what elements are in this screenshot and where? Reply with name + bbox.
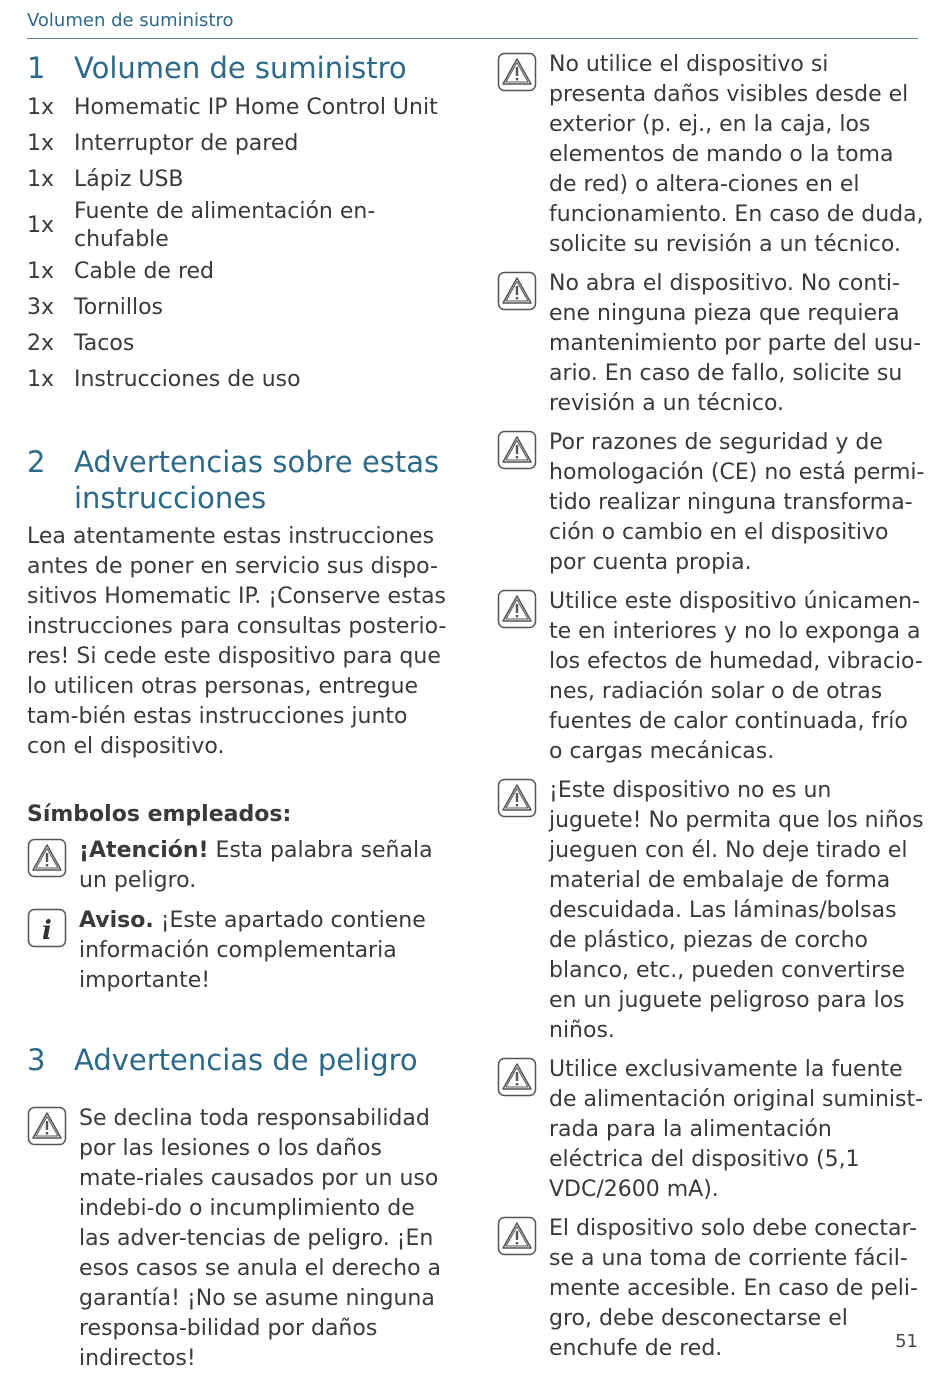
supply-item-label: Cable de red [74, 259, 215, 284]
warning-text: El dispositivo solo debe conectar-se a una toma de corriente fácil-mente accesible. En caso de peli-gro, debe desconectarse el enchufe de red. [549, 1216, 918, 1361]
supply-item-label: Fuente de alimentación en- chufable [74, 199, 376, 252]
supply-item-label: Tornillos [74, 295, 164, 320]
supply-item [27, 198, 452, 254]
section-3-title: Advertencias de peligro [74, 1043, 418, 1077]
warning-text: No abra el dispositivo. No conti-ene ninguna pieza que requiera mantenimiento por parte del usu-ario. En caso de fallo, solicite su revisión a un técnico. [549, 271, 922, 416]
supply-item-qty: 1x [27, 95, 55, 120]
supply-item [27, 254, 452, 290]
header-rule [27, 38, 918, 39]
section-2-body: Lea atentamente estas instrucciones antes de poner en servicio sus dispo-sitivos Homematic IP. ¡Conserve estas instrucciones para consultas posterio-res! Si cede este dispositivo para que lo utilicen otras personas, entregue tam-bién estas instrucciones junto con el dispositivo. [27, 524, 447, 759]
section-3-number: 3 [27, 1043, 46, 1077]
supply-item-qty: 2x [27, 331, 55, 356]
warning-item [497, 1214, 927, 1364]
section-2-title: Advertencias sobre estas instrucciones [74, 445, 440, 515]
symbol-item [27, 836, 452, 896]
svg-text:i: i [42, 916, 52, 946]
running-header: Volumen de suministro [27, 10, 234, 31]
page-number: 51 [895, 1331, 918, 1352]
warning-item [497, 1055, 927, 1205]
warning-triangle-icon [27, 1106, 67, 1146]
warning-text: No utilice el dispositivo si presenta daños visibles desde el exterior (p. ej., en la caja, los elementos de mando o la toma de red) o altera-ciones en el funcionamiento. En caso de duda, solicite su revisión a un técnico. [549, 52, 924, 257]
symbol-list [27, 836, 452, 996]
section-1-number: 1 [27, 51, 46, 85]
warning-text: Se declina toda responsabilidad por las lesiones o los daños mate-riales causados por un uso indebi-do o incumplimiento de las adver-tencias de peligro. ¡En esos casos se anula el derecho a garantía! ¡No se asume ninguna responsa-bilidad por daños indirectos! [79, 1106, 442, 1371]
supply-item [27, 126, 452, 162]
symbol-text: Aviso. ¡Este apartado contiene información complementaria importante! [79, 908, 426, 993]
warning-triangle-icon [497, 430, 537, 470]
warning-item [27, 1104, 452, 1374]
section-1-title: Volumen de suministro [74, 51, 407, 85]
symbol-text: ¡Atención! Esta palabra señala un peligro. [79, 838, 433, 893]
symbol-keyword: Aviso. [79, 908, 154, 933]
supply-item-label: Homematic IP Home Control Unit [74, 95, 438, 120]
section-2-number: 2 [27, 445, 46, 479]
warning-text: Utilice exclusivamente la fuente de alimentación original suminist-rada para la alimentación eléctrica del dispositivo (5,1 VDC/2600 mA). [549, 1057, 924, 1202]
warning-item [497, 50, 927, 260]
warning-triangle-icon [497, 271, 537, 311]
warning-item [497, 428, 927, 578]
warning-item [497, 269, 927, 419]
info-icon [27, 908, 67, 948]
warnings-left [27, 1104, 452, 1374]
warning-triangle-icon [497, 778, 537, 818]
section-3-heading [27, 1042, 452, 1078]
warning-triangle-icon [27, 838, 67, 878]
warning-item [497, 776, 927, 1046]
warning-text: Utilice este dispositivo únicamen-te en interiores y no lo exponga a los efectos de humedad, vibracio-nes, radiación solar o de otras fuentes de calor continuada, frío o cargas mecánicas. [549, 589, 923, 764]
warning-text: Por razones de seguridad y de homologación (CE) no está permi-tido realizar ninguna transforma-ción o cambio en el dispositivo por cuenta propia. [549, 430, 925, 575]
supply-item-qty: 1x [27, 259, 55, 284]
supply-item [27, 162, 452, 198]
supply-item-qty: 3x [27, 295, 55, 320]
supply-item-label: Instrucciones de uso [74, 367, 301, 392]
section-2-heading [27, 444, 452, 516]
supply-item [27, 90, 452, 126]
supply-item [27, 326, 452, 362]
supply-item-qty: 1x [27, 167, 55, 192]
symbol-keyword: ¡Atención! [79, 838, 209, 863]
supply-item-qty: 1x [27, 131, 55, 156]
right-column [497, 50, 927, 1364]
supply-item-label: Lápiz USB [74, 167, 184, 192]
supply-item [27, 362, 452, 398]
supply-item-qty: 1x [27, 213, 55, 238]
supply-item [27, 290, 452, 326]
supply-item-label: Tacos [74, 331, 135, 356]
supply-item-label: Interruptor de pared [74, 131, 299, 156]
left-column [27, 50, 452, 1374]
section-1-heading [27, 50, 452, 86]
warning-triangle-icon [497, 1057, 537, 1097]
warnings-right [497, 50, 927, 1364]
warning-item [497, 587, 927, 767]
symbols-heading: Símbolos empleados: [27, 802, 292, 827]
supply-list [27, 90, 452, 398]
warning-text: ¡Este dispositivo no es un juguete! No permita que los niños jueguen con él. No deje tirado el material de embalaje de forma descuidada. Las láminas/bolsas de plástico, piezas de corcho blanco, etc., pueden convertirse en un juguete peligroso para los niños. [549, 778, 924, 1043]
warning-triangle-icon [497, 52, 537, 92]
warning-triangle-icon [497, 589, 537, 629]
symbol-item [27, 906, 452, 996]
warning-triangle-icon [497, 1216, 537, 1256]
supply-item-qty: 1x [27, 367, 55, 392]
